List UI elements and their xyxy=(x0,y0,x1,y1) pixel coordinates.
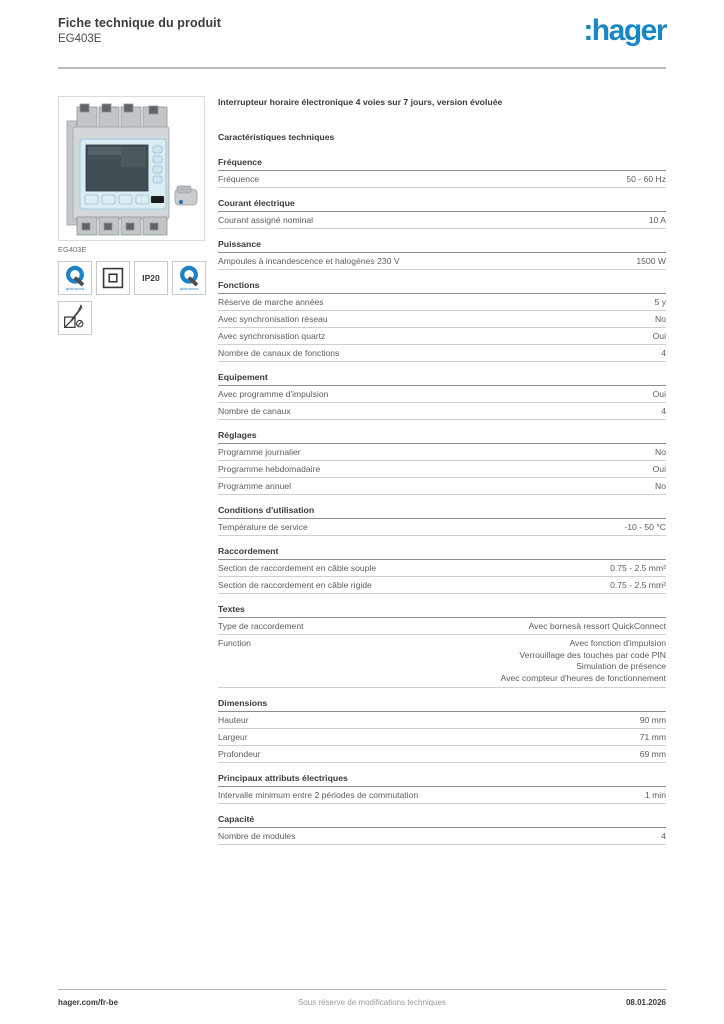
spec-value: Oui xyxy=(652,389,666,399)
spec-section xyxy=(218,604,666,688)
footer xyxy=(58,998,666,1007)
spec-row xyxy=(218,386,666,403)
spec-label: Avec programme d'impulsion xyxy=(218,389,329,399)
spec-label: Function xyxy=(218,638,251,648)
spec-label: Ampoules à incandescence et halogènes 230 V xyxy=(218,256,400,266)
quickconnect-icon xyxy=(172,261,206,295)
spec-section xyxy=(218,157,666,188)
spec-value: 50 - 60 Hz xyxy=(626,174,666,184)
spec-label: Largeur xyxy=(218,732,248,742)
spec-value: Oui xyxy=(652,331,666,341)
product-image xyxy=(58,96,205,241)
spec-row xyxy=(218,345,666,362)
section-title: Fonctions xyxy=(218,280,666,294)
spec-value-line: Simulation de présence xyxy=(576,661,666,671)
section-title: Equipement xyxy=(218,372,666,386)
spec-row xyxy=(218,746,666,763)
spec-row xyxy=(218,253,666,270)
section-title: Capacité xyxy=(218,814,666,828)
specs-heading: Caractéristiques techniques xyxy=(218,132,335,142)
spec-label: Nombre de modules xyxy=(218,831,296,841)
spec-row xyxy=(218,828,666,845)
spec-row xyxy=(218,712,666,729)
footer-disclaimer: Sous réserve de modifications techniques xyxy=(297,998,447,1007)
spec-value-list xyxy=(501,638,666,684)
quickconnect-icon xyxy=(58,261,92,295)
spec-value: 0.75 - 2.5 mm² xyxy=(610,563,666,573)
section-title: Conditions d'utilisation xyxy=(218,505,666,519)
ip20-icon xyxy=(134,261,168,295)
class-ii-insulation-icon xyxy=(96,261,130,295)
header-divider xyxy=(58,67,666,69)
product-image-caption: EG403E xyxy=(58,245,87,254)
spec-value: 10 A xyxy=(648,215,666,225)
spec-section xyxy=(218,430,666,495)
spec-section xyxy=(218,773,666,804)
spec-section xyxy=(218,698,666,763)
footer-website: hager.com/fr-be xyxy=(58,998,119,1007)
spec-label: Courant assigné nominal xyxy=(218,215,314,225)
spec-row xyxy=(218,311,666,328)
spec-row xyxy=(218,171,666,188)
section-title: Courant électrique xyxy=(218,198,666,212)
spec-value: 4 xyxy=(661,831,666,841)
spec-row xyxy=(218,618,666,635)
spec-row xyxy=(218,444,666,461)
spec-value: 0.75 - 2.5 mm² xyxy=(610,580,666,590)
spec-value: 4 xyxy=(661,406,666,416)
spec-value: 1 min xyxy=(644,790,666,800)
section-title: Dimensions xyxy=(218,698,666,712)
spec-value: 5 y xyxy=(654,297,666,307)
spec-section xyxy=(218,198,666,229)
icon-row xyxy=(58,261,210,335)
spec-label: Type de raccordement xyxy=(218,621,304,631)
spec-row xyxy=(218,212,666,229)
spec-label: Intervalle minimum entre 2 périodes de commutation xyxy=(218,790,419,800)
spec-value-line: Verrouillage des touches par code PIN xyxy=(519,649,666,660)
spec-label: Hauteur xyxy=(218,715,249,725)
spec-row xyxy=(218,519,666,536)
spec-value-line: Avec fonction d'impulsion xyxy=(569,638,666,648)
spec-value: 71 mm xyxy=(639,732,666,742)
footer-divider xyxy=(58,989,666,990)
spec-label: Profondeur xyxy=(218,749,261,759)
hager-logo: :hager xyxy=(583,14,666,47)
spec-label: Température de service xyxy=(218,522,308,532)
spec-value-line: Avec compteur d'heures de fonctionnement xyxy=(500,672,666,683)
spec-row xyxy=(218,577,666,594)
header xyxy=(58,16,666,66)
spec-value: No xyxy=(655,314,666,324)
spec-label: Fréquence xyxy=(218,174,260,184)
section-title: Réglages xyxy=(218,430,666,444)
spec-section xyxy=(218,505,666,536)
screwdriver-setting-icon xyxy=(58,301,92,335)
spec-row xyxy=(218,560,666,577)
footer-date: 08.01.2026 xyxy=(625,998,666,1007)
spec-label: Nombre de canaux xyxy=(218,406,291,416)
spec-label: Réserve de marche années xyxy=(218,297,324,307)
spec-label: Programme annuel xyxy=(218,481,292,491)
spec-section xyxy=(218,546,666,594)
spec-section xyxy=(218,814,666,845)
spec-row xyxy=(218,294,666,311)
spec-content xyxy=(218,97,666,855)
spec-section xyxy=(218,372,666,420)
spec-label: Avec synchronisation réseau xyxy=(218,314,328,324)
spec-value: 69 mm xyxy=(639,749,666,759)
section-title: Raccordement xyxy=(218,546,666,560)
section-title: Puissance xyxy=(218,239,666,253)
spec-value: No xyxy=(655,447,666,457)
spec-value: 1500 W xyxy=(636,256,666,266)
spec-label: Programme hebdomadaire xyxy=(218,464,321,474)
spec-row xyxy=(218,403,666,420)
page-title: Fiche technique du produit xyxy=(58,16,222,30)
product-code: EG403E xyxy=(58,33,102,45)
ip20-label: IP20 xyxy=(142,273,160,283)
spec-value: -10 - 50 °C xyxy=(624,522,666,532)
spec-row xyxy=(218,461,666,478)
timer-device-illustration xyxy=(59,97,204,240)
section-title: Principaux attributs électriques xyxy=(218,773,666,787)
spec-label: Section de raccordement en câble souple xyxy=(218,563,377,573)
spec-section xyxy=(218,280,666,362)
spec-row xyxy=(218,478,666,495)
spec-value: 4 xyxy=(661,348,666,358)
spec-row xyxy=(218,729,666,746)
spec-section xyxy=(218,239,666,270)
section-title: Fréquence xyxy=(218,157,666,171)
spec-value: Oui xyxy=(652,464,666,474)
section-title: Textes xyxy=(218,604,666,618)
spec-value: Avec bornesà ressort QuickConnect xyxy=(528,621,666,631)
spec-value: No xyxy=(655,481,666,491)
spec-row xyxy=(218,328,666,345)
svg-text:quickconnect: quickconnect xyxy=(179,287,199,292)
spec-label: Programme journalier xyxy=(218,447,301,457)
spec-row xyxy=(218,635,666,688)
spec-sections xyxy=(218,157,666,845)
product-description: Interrupteur horaire électronique 4 voies sur 7 jours, version évoluée xyxy=(218,97,503,107)
spec-label: Nombre de canaux de fonctions xyxy=(218,348,340,358)
spec-row xyxy=(218,787,666,804)
svg-text:quickconnect: quickconnect xyxy=(65,287,85,292)
spec-value: 90 mm xyxy=(639,715,666,725)
spec-label: Avec synchronisation quartz xyxy=(218,331,326,341)
spec-label: Section de raccordement en câble rigide xyxy=(218,580,372,590)
